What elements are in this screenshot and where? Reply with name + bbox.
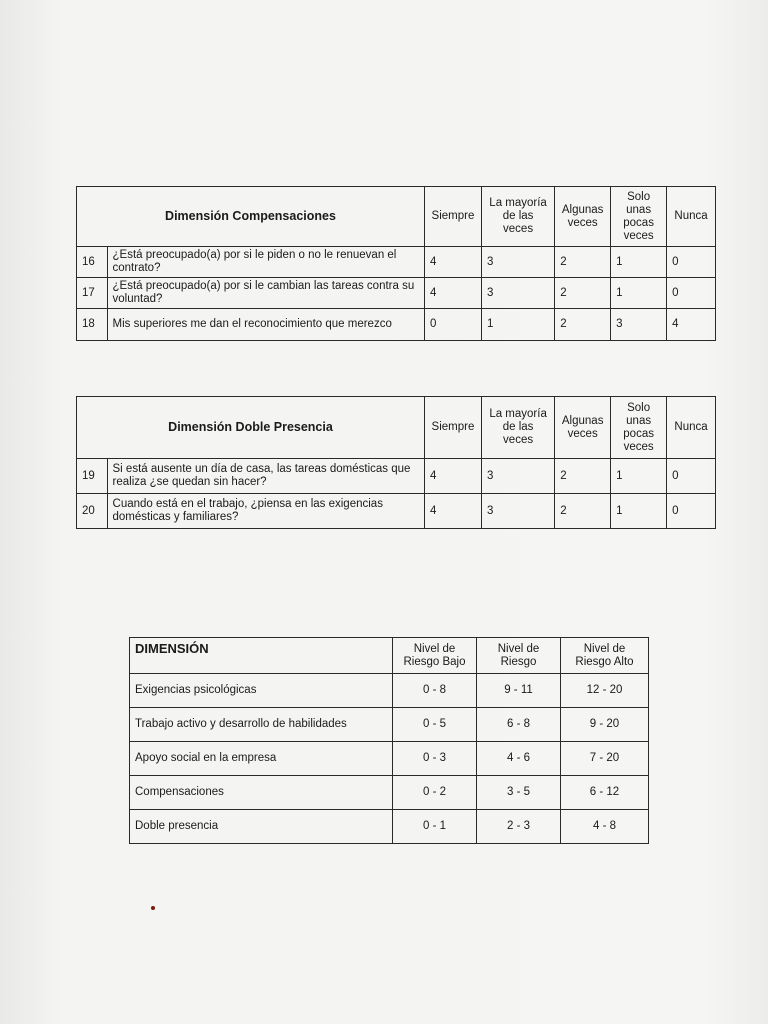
compensaciones-title: Dimensión Compensaciones	[77, 187, 425, 247]
value-la-mayoria: 3	[481, 247, 554, 278]
range-riesgo: 9 - 11	[477, 674, 561, 708]
value-algunas-veces: 2	[555, 278, 611, 309]
value-siempre: 4	[424, 494, 481, 529]
value-solo-unas-pocas: 1	[611, 459, 667, 494]
header-nunca: Nunca	[667, 397, 716, 459]
value-siempre: 4	[424, 459, 481, 494]
value-algunas-veces: 2	[555, 494, 611, 529]
dimension-name: Trabajo activo y desarrollo de habilidades	[130, 708, 393, 742]
value-solo-unas-pocas: 1	[611, 494, 667, 529]
doble-presencia-header-row	[77, 397, 716, 459]
range-alto: 4 - 8	[561, 810, 649, 844]
range-bajo: 0 - 1	[393, 810, 477, 844]
table-row	[77, 309, 716, 341]
compensaciones-header-row	[77, 187, 716, 247]
range-alto: 6 - 12	[561, 776, 649, 810]
niveles-header-row	[130, 638, 649, 674]
header-solo-unas-pocas: Solo unas pocas veces	[611, 397, 667, 459]
table-row	[130, 776, 649, 810]
dimension-name: Exigencias psicológicas	[130, 674, 393, 708]
doble-presencia-title: Dimensión Doble Presencia	[77, 397, 425, 459]
ink-dot	[151, 906, 155, 910]
range-riesgo: 4 - 6	[477, 742, 561, 776]
question-number: 17	[77, 278, 108, 309]
table-row	[77, 247, 716, 278]
header-algunas-veces: Algunas veces	[555, 397, 611, 459]
range-alto: 7 - 20	[561, 742, 649, 776]
header-siempre: Siempre	[424, 397, 481, 459]
table-row	[130, 810, 649, 844]
value-solo-unas-pocas: 3	[611, 309, 667, 341]
value-la-mayoria: 3	[481, 459, 554, 494]
header-la-mayoria: La mayoría de las veces	[481, 187, 554, 247]
question-number: 19	[77, 459, 108, 494]
value-la-mayoria: 1	[481, 309, 554, 341]
value-nunca: 0	[667, 247, 716, 278]
header-siempre: Siempre	[424, 187, 481, 247]
value-la-mayoria: 3	[481, 494, 554, 529]
range-bajo: 0 - 3	[393, 742, 477, 776]
header-riesgo-bajo: Nivel de Riesgo Bajo	[393, 638, 477, 674]
range-bajo: 0 - 5	[393, 708, 477, 742]
range-riesgo: 2 - 3	[477, 810, 561, 844]
value-solo-unas-pocas: 1	[611, 247, 667, 278]
question-text: Cuando está en el trabajo, ¿piensa en las exigencias domésticas y familiares?	[107, 494, 424, 529]
table-row	[130, 742, 649, 776]
header-la-mayoria: La mayoría de las veces	[481, 397, 554, 459]
header-solo-unas-pocas: Solo unas pocas veces	[611, 187, 667, 247]
dimension-header: DIMENSIÓN	[130, 638, 393, 674]
value-nunca: 0	[667, 278, 716, 309]
value-siempre: 4	[424, 247, 481, 278]
value-algunas-veces: 2	[555, 309, 611, 341]
table-row	[77, 459, 716, 494]
value-algunas-veces: 2	[555, 459, 611, 494]
value-nunca: 0	[667, 494, 716, 529]
header-riesgo-alto: Nivel de Riesgo Alto	[561, 638, 649, 674]
table-row	[77, 494, 716, 529]
question-text: Mis superiores me dan el reconocimiento que merezco	[107, 309, 424, 341]
question-text: ¿Está preocupado(a) por si le cambian las tareas contra su voluntad?	[107, 278, 424, 309]
value-solo-unas-pocas: 1	[611, 278, 667, 309]
question-number: 20	[77, 494, 108, 529]
range-alto: 12 - 20	[561, 674, 649, 708]
range-riesgo: 6 - 8	[477, 708, 561, 742]
niveles-riesgo-table	[129, 637, 649, 844]
doble-presencia-table	[76, 396, 716, 529]
value-la-mayoria: 3	[481, 278, 554, 309]
table-row	[130, 674, 649, 708]
table-row	[77, 278, 716, 309]
dimension-name: Compensaciones	[130, 776, 393, 810]
value-siempre: 0	[424, 309, 481, 341]
range-alto: 9 - 20	[561, 708, 649, 742]
question-number: 16	[77, 247, 108, 278]
question-number: 18	[77, 309, 108, 341]
compensaciones-table	[76, 186, 716, 341]
question-text: ¿Está preocupado(a) por si le piden o no le renuevan el contrato?	[107, 247, 424, 278]
value-siempre: 4	[424, 278, 481, 309]
header-riesgo: Nivel de Riesgo	[477, 638, 561, 674]
value-algunas-veces: 2	[555, 247, 611, 278]
value-nunca: 4	[667, 309, 716, 341]
dimension-name: Doble presencia	[130, 810, 393, 844]
dimension-name: Apoyo social en la empresa	[130, 742, 393, 776]
value-nunca: 0	[667, 459, 716, 494]
header-algunas-veces: Algunas veces	[555, 187, 611, 247]
range-riesgo: 3 - 5	[477, 776, 561, 810]
question-text: Si está ausente un día de casa, las tareas domésticas que realiza ¿se quedan sin hacer?	[107, 459, 424, 494]
header-nunca: Nunca	[667, 187, 716, 247]
table-row	[130, 708, 649, 742]
range-bajo: 0 - 2	[393, 776, 477, 810]
range-bajo: 0 - 8	[393, 674, 477, 708]
